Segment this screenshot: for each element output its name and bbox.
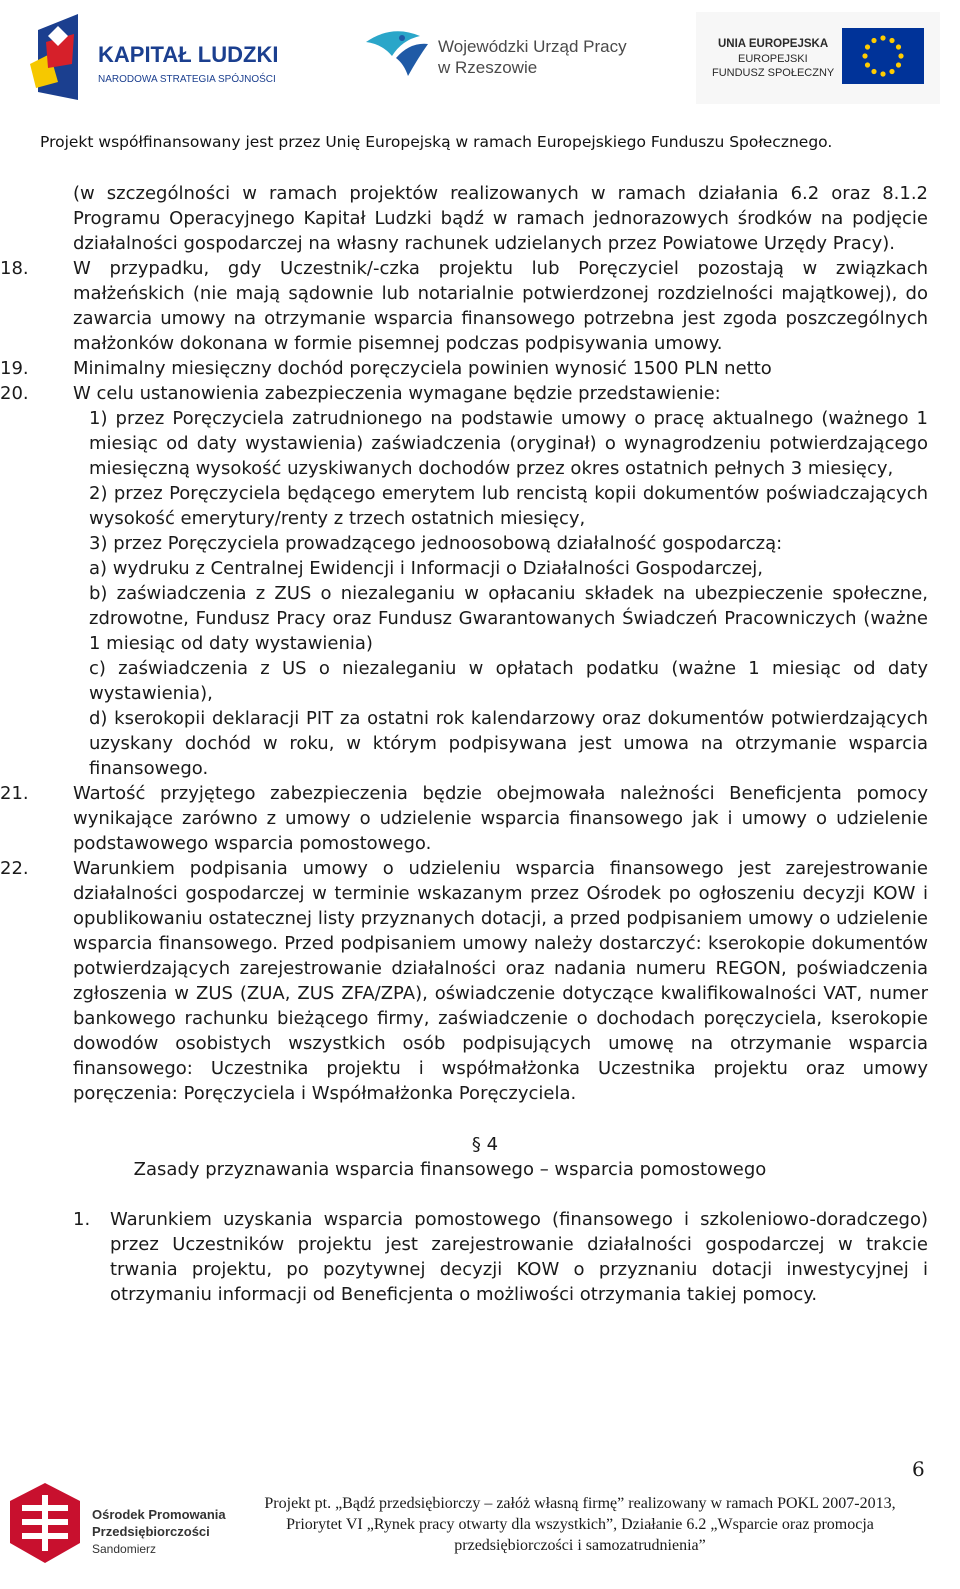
opp-line2: Przedsiębiorczości [92, 1524, 210, 1539]
paragraph-number: 19. [0, 358, 29, 379]
paragraph-text: W celu ustanowienia zabezpieczenia wymagane będzie przedstawienie: [73, 383, 721, 404]
section-4-item-1 [0, 1207, 960, 1307]
wup-line2: w Rzeszowie [438, 58, 538, 77]
paragraph-number: 1. [73, 1209, 91, 1230]
paragraph-text: Warunkiem podpisania umowy o udzieleniu wsparcia finansowego jest zarejestrowanie działalności gospodarczej w terminie wskazanym przez Ośrodek po ogłoszeniu decyzji KOW i opublikowaniu ostatecznej listy przyznanych dotacji, a przed podpisaniem umowy o udzielenie wsparcia finansowego. Przed podpisaniem umowy należy dostarczyć: kserokopie dokumentów potwierdzających zarejestrowanie działalności oraz nadania numeru REGON, poświadczenia zgłoszenia w ZUS (ZUA, ZUS ZFA/ZPA), oświadczenie dotyczące kwalifikowalności VAT, numer bankowego rachunku bieżącego firmy, zaświadczenie o dochodach poręczyciela, kserokopie dowodów osobistych wszystkich osób podpisujących umowę na otrzymanie wsparcia finansowego: Uczestnika projektu i współmałżonka Uczestnika projektu oraz umowy poręczenia: Poręczyciela i Współmałżonka Poręczyciela. [73, 858, 928, 1104]
eu-efs-logo [696, 12, 940, 104]
opp-line1: Ośrodek Promowania [92, 1507, 226, 1522]
list-item: a) wydruku z Centralnej Ewidencji i Informacji o Działalności Gospodarczej, [89, 558, 763, 579]
paragraph-18 [0, 256, 960, 356]
paragraph-number: 22. [0, 858, 29, 879]
header-logos [0, 0, 960, 112]
paragraph-text: Warunkiem uzyskania wsparcia pomostowego (finansowego i szkoleniowo-doradczego) przez Uczestników projektu jest zarejestrowanie działalności gospodarczej w trakcie trwania projektu, po pozytywnej decyzji KOW o przyznaniu dotacji inwestycyjnej i otrzymaniu informacji od Beneficjenta o możliwości otrzymania takiej pomocy. [110, 1209, 928, 1305]
section-mark: § 4 [471, 1134, 499, 1155]
footer-project-note: Projekt pt. „Bądź przedsiębiorczy – załóż własną firmę” realizowany w ramach POKL 2007-2013, Priorytet VI „Rynek pracy otwarty dla wszystkich”, Działanie 6.2 „Wsparcie oraz promocja przedsiębiorczości i samozatrudnienia” [264, 1495, 896, 1554]
list-item: 2) przez Poręczyciela będącego emerytem lub rencistą kopii dokumentów poświadczających wysokość emerytury/renty z trzech ostatnich miesięcy, [89, 483, 928, 529]
paragraph-20 [0, 381, 960, 406]
list-item: c) zaświadczenia z US o niezaleganiu w opłatach podatku (ważne 1 miesiąc od daty wystawienia), [89, 658, 928, 704]
osrodek-promowania-logo [8, 1481, 238, 1565]
funding-note: Projekt współfinansowany jest przez Unię Europejską w ramach Europejskiego Funduszu Społecznego. [40, 133, 833, 151]
paragraph-text: Wartość przyjętego zabezpieczenia będzie obejmowała należności Beneficjenta pomocy wynikające zarówno z umowy o udzielenie wsparcia finansowego jak i umowy o udzielenie podstawowego wsparcia pomostowego. [73, 783, 928, 854]
kapital-ludzki-logo [28, 12, 308, 104]
eu-line2: EUROPEJSKI [738, 53, 808, 65]
page-number: 6 [912, 1457, 925, 1481]
list-item: 3) przez Poręczyciela prowadzącego jednoosobową działalność gospodarczą: [89, 533, 783, 554]
paragraph-21 [0, 781, 960, 856]
eu-line3: FUNDUSZ SPOŁECZNY [712, 67, 835, 79]
paragraph-number: 21. [0, 783, 29, 804]
continuation-paragraph: (w szczególności w ramach projektów realizowanych w ramach działania 6.2 oraz 8.1.2 Programu Operacyjnego Kapitał Ludzki bądź w ramach jednorazowych środków na podjęcie działalności gospodarczej na własny rachunek udzielanych przez Powiatowe Urzędy Pracy). [73, 183, 928, 254]
kapital-ludzki-tagline: NARODOWA STRATEGIA SPÓJNOŚCI [98, 74, 276, 85]
paragraph-number: 20. [0, 383, 29, 404]
paragraph-22 [0, 856, 960, 1106]
kapital-ludzki-name: KAPITAŁ LUDZKI [98, 42, 279, 67]
paragraph-number: 18. [0, 258, 29, 279]
paragraph-19 [0, 356, 960, 381]
section-title: Zasady przyznawania wsparcia finansowego – wsparcia pomostowego [133, 1159, 767, 1180]
paragraph-text: W przypadku, gdy Uczestnik/-czka projektu lub Poręczyciel pozostają w związkach małżeńskich (nie mają sądownie lub notarialnie potwierdzonej rozdzielności majątkowej), do zawarcia umowy na otrzymanie wsparcia finansowego potrzebna jest zgoda poszczególnych małżonków dokonana w formie pisemnej podczas podpisywania umowy. [73, 258, 928, 354]
list-item: b) zaświadczenia z ZUS o niezaleganiu w opłacaniu składek na ubezpieczenie społeczne, zdrowotne, Fundusz Pracy oraz Fundusz Gwarantowanych Świadczeń Pracowniczych (ważne 1 miesiąc od daty wystawienia) [89, 583, 928, 654]
paragraph-text: Minimalny miesięczny dochód poręczyciela powinien wynosić 1500 PLN netto [73, 358, 772, 379]
wup-logo [362, 22, 662, 84]
list-item: d) kserokopii deklaracji PIT za ostatni rok kalendarzowy oraz dokumentów potwierdzających uzyskany dochód w roku, w którym podpisywana jest umowa na otrzymanie wsparcia finansowego. [89, 708, 928, 779]
wup-line1: Wojewódzki Urząd Pracy [438, 37, 627, 56]
document-body [0, 181, 960, 1307]
opp-line3: Sandomierz [92, 1542, 157, 1556]
eu-line1: UNIA EUROPEJSKA [718, 38, 829, 50]
list-item: 1) przez Poręczyciela zatrudnionego na podstawie umowy o pracę aktualnego (ważnego 1 miesiąc od daty wystawienia) zaświadczenia (oryginał) o wynagrodzeniu potwierdzającego miesięczną wysokość uzyskiwanych dochodów przez okres ostatnich pełnych 3 miesięcy, [89, 408, 928, 479]
